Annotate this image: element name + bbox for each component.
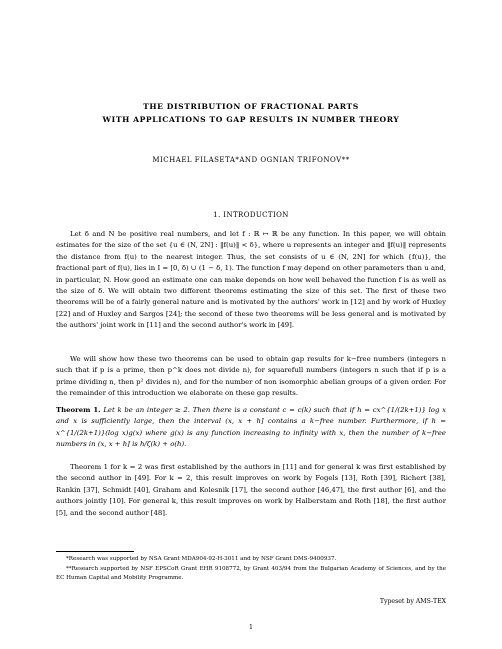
authors-line: MICHAEL FILASETA*AND OGNIAN TRIFONOV** [152, 156, 350, 164]
page-number: 1 [249, 624, 253, 631]
typeset-note: Typeset by AMS-TEX [379, 598, 446, 605]
gap-paragraph: We will show how these two theorems can be used to obtain gap results for k−free numbers (integers n such that if p is a prime, then p^k does not divide n), for squarefull numbers (integers n such that if p is a prime dividing n, then p² divides n), and for the number of non isomorphic abelian groups of a given order. For the remainder of this introduction we elaborate on these gap results. [56, 355, 446, 398]
footnote-1: *Research was supported by NSA Grant MDA904-92-H-3011 and by NSF Grant DMS-9400937. [66, 556, 337, 562]
history-section [56, 462, 446, 519]
title-line-1: THE DISTRIBUTION OF FRACTIONAL PARTS [143, 102, 359, 111]
paper-title [0, 100, 502, 126]
theorem-paragraph [56, 405, 446, 451]
theorem-block [56, 405, 446, 451]
intro-section [56, 229, 446, 332]
footnotes [56, 555, 446, 584]
theorem-text: Let k be an integer ≥ 2. Then there is a constant c = c(k) such that if h = cx^{1/(2k+1)} log x and x is sufficiently large, then the interval (x, x + h] contains a k−free number. Furthermore, if h = x^{1/(2k+1)}(log x)g(x) where g(x) is any function increasing to infinity with x, then the number of k−free numbers in (x, x + h] is h/ζ(k) + o(h). [56, 406, 446, 449]
title-line-2: WITH APPLICATIONS TO GAP RESULTS IN NUMBER THEORY [102, 115, 400, 124]
intro-paragraph: Let δ and N be positive real numbers, and let f : ℝ ↦ ℝ be any function. In this paper, we will obtain estimates for the size of the set {u ∈ (N, 2N] : ‖f(u)‖ < δ}, where u represents an integer and ‖f(u)‖ represents the distance from f(u) to the nearest integer. Thus, the set consists of u ∈ (N, 2N] for which {f(u)}, the fractional part of f(u), lies in I = [0, δ) ∪ (1 − δ, 1). The function f may depend on other parameters than u and, in particular, N. How good an estimate one can make depends on how well behaved the function f is as well as the size of δ. We will obtain two different theorems estimating the size of this set. The first of these two theorems will be of a fairly general nature and is motivated by the authors' work in [12] and by work of Huxley [22] and of Huxley and Sargos [24]; the second of these two theorems will be less general and is motivated by the authors' joint work in [11] and the second author's work in [49]. [56, 230, 446, 330]
footnote-rule [56, 551, 134, 552]
section-heading: 1. INTRODUCTION [213, 211, 289, 219]
gap-section [56, 354, 446, 400]
theorem-label: Theorem 1. [56, 406, 101, 414]
history-paragraph: Theorem 1 for k = 2 was first established by the authors in [11] and for general k was first established by the second author in [49]. For k = 2, this result improves on work by Fogels [13], Roth [39], Richert [38], Rankin [37], Schmidt [40], Graham and Kolesnik [17], the second author [46,47], the first author [6], and the authors jointly [10]. For general k, this result improves on work by Halberstam and Roth [18], the first author [5], and the second author [48]. [56, 463, 446, 517]
footnote-2: **Research supported by NSF EPSCoR Grant EHR 9108772, by Grant 403/94 from the Bulgarian Academy of Sciences, and by the EC Human Capital and Mobility Programme. [56, 565, 446, 582]
